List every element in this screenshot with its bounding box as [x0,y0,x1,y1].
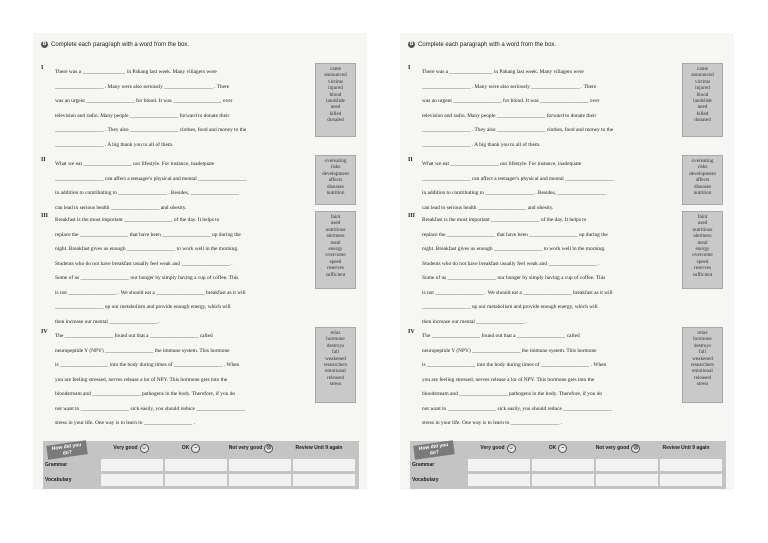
word-box-item: diseases [327,183,344,190]
word-box-item: speed [696,258,709,265]
word-box-item: speed [329,258,342,265]
paragraph-line: bloodstream and __________________ pathogens in the body. Therefore, if you do [55,391,236,397]
exercise-number: I [408,65,411,71]
word-box [682,155,723,205]
word-box-item: destroys [326,342,345,349]
evaluation-row-cells[interactable] [101,459,355,471]
checkbox-cell[interactable] [532,459,594,471]
word-box [315,327,356,403]
word-box-item: announced [691,72,714,79]
paragraph [422,213,655,329]
evaluation-header [410,441,726,455]
paragraph-line: __________________ can affect a teenager's physical and mental __________________ [422,175,614,182]
word-box-item: donated [327,117,344,124]
exercise-letter-badge: B [42,41,47,47]
word-box-item: faint [330,214,341,220]
word-box-item: killed [696,110,709,117]
checkbox-cell[interactable] [101,474,163,486]
sad-face-icon: ☹ [266,444,272,451]
paragraph-line: replace the __________________ that have been __________________ up during the [422,231,608,238]
paragraph-line: was an urgent __________________ for blood. It was __________________ over [55,98,233,104]
paragraph-line: stress in your life. One way is to learn to __________________ . [55,420,195,426]
word-box-item: reserves [327,265,344,272]
word-box-item: alertness [693,233,712,240]
word-box-item: overeating [324,158,347,164]
paragraph-line: is not __________________ . We should eat a __________________ breakfast as it will [422,289,613,296]
checkbox-cell[interactable] [660,474,722,486]
column-header: Very good ☺ [113,444,147,451]
self-evaluation-table [410,441,726,489]
checkbox-cell[interactable] [229,474,291,486]
instruction [408,41,556,48]
paragraph-line: __________________ up our metabolism and provide enough energy, which will [55,304,231,310]
column-header: Very good ☺ [480,444,514,451]
checkbox-cell[interactable] [468,474,530,486]
row-label: Grammar [412,462,435,468]
word-box-item: injured [695,85,710,92]
paragraph-line: Some of us __________________ our hunger by simply having a cup of coffee. This [55,275,239,281]
checkbox-cell[interactable] [293,459,355,471]
word-box-item: energy [328,246,343,253]
exercise-number: I [41,65,44,71]
word-box-item: released [327,374,344,381]
checkbox-cell[interactable] [660,459,722,471]
word-box-item: hormone [326,336,345,343]
word-box-item: affects [695,177,710,184]
paragraph-line: Breakfast is the most important __________________ of the day. It helps to [55,217,220,223]
worksheet-page-left [33,33,367,490]
word-box-item: researchers [690,362,715,369]
paragraph-line: can lead to serious health __________________ and obesity. [422,204,554,211]
word-box-item: used [697,220,708,227]
paragraph-line: not want to __________________ sick easily, you should reduce __________________ [422,405,612,412]
paragraph [422,65,655,152]
checkbox-cell[interactable] [532,474,594,486]
paragraph-line: What we eat __________________ our lifestyle. For instance, inadequate [422,161,582,167]
word-box-item: blood [696,91,709,98]
word-box-item: killed [329,110,342,117]
column-header: Not very good ☹ [228,444,272,451]
word-box-item: weakened [325,355,346,362]
paragraph-line: stress in your life. One way is to learn to __________________ . [422,420,562,426]
paragraph-line: you are feeling stressed, nerves release a lot of NPY. This hormone gets into the [55,376,228,383]
word-box-item: overcome [325,252,346,259]
sad-face-icon: ☹ [633,444,639,451]
word-box-item: nutritious [325,226,346,233]
column-header: Review Unit 9 again [662,445,710,451]
paragraph [55,157,288,215]
word-box-item: destroys [693,342,712,349]
how-did-you-do-badge: How did you do? [413,440,455,459]
word-box-item: donated [694,117,711,124]
word-box-item: came [697,66,708,72]
word-box-item: stress [329,381,342,388]
evaluation-row-cells[interactable] [468,474,722,486]
word-box-item: announced [324,72,347,79]
paragraph-line: neuropeptide Y (NPY) __________________ the immune system. This hormone [55,347,230,354]
word-box-item: overeating [691,158,714,164]
word-box-item: hormone [693,336,712,343]
evaluation-row-cells[interactable] [468,459,722,471]
paragraph-line: __________________ . A big thank you to all of them. [422,141,541,148]
evaluation-header [43,441,359,455]
paragraph [422,329,655,431]
word-box-item: victims [327,78,344,85]
word-box [682,327,723,403]
word-box-item: meal [697,239,708,246]
word-box-item: nutrition [326,190,345,197]
word-box [682,63,723,137]
checkbox-cell[interactable] [596,474,658,486]
exercise-letter-badge: B [409,41,414,47]
instruction-text: Complete each paragraph with a word from the box. [51,41,190,48]
paragraph-line: __________________ . A big thank you to all of them. [55,141,174,148]
word-box-item: victims [694,78,711,85]
checkbox-cell[interactable] [468,459,530,471]
paragraph-line: not want to __________________ sick easily, you should reduce __________________ [55,405,245,412]
word-box-item: development [322,170,349,177]
word-box-item: nutrition [693,190,712,197]
paragraph-line: neuropeptide Y (NPY) __________________ the immune system. This hormone [422,347,597,354]
paragraph-line: Students who do not have breakfast usually feel weak and __________________ . [55,260,233,267]
word-box-item: fall [332,349,339,356]
paragraph-line: The __________________ found out that a __________________ called [422,333,580,339]
column-header: Not very good ☹ [595,444,639,451]
paragraph [55,213,288,329]
word-box-item: diseases [694,183,711,190]
paragraph-line: night. Breakfast gives us enough __________________ to work well in the morning. [422,246,606,252]
word-box [315,211,356,289]
paragraph-line: television and radio. Many people __________________ forward to donate their [422,112,597,119]
paragraph [422,157,655,215]
paragraph-line: in addition to contributing to __________________ . Besides, __________________ [55,190,239,196]
paragraph-line: Some of us __________________ our hunger by simply having a cup of coffee. This [422,275,606,281]
checkbox-cell[interactable] [165,474,227,486]
checkbox-cell[interactable] [165,459,227,471]
paragraph-line: __________________ up our metabolism and provide enough energy, which will [422,304,598,310]
instruction-text: Complete each paragraph with a word from the box. [418,41,557,48]
worksheet-page-right [400,33,734,490]
paragraph [55,329,288,431]
word-box-item: landslide [693,98,712,105]
word-box-item: used [330,220,341,227]
exercise-number: IV [41,329,48,335]
checkbox-cell[interactable] [229,459,291,471]
paragraph-line: replace the __________________ that have been __________________ up during the [55,231,241,238]
paragraph-line: __________________ . They also __________________ clothes, food and money to the [422,127,614,133]
paragraph-line: __________________ can affect a teenager's physical and mental __________________ [55,175,247,182]
neutral-face-icon: – [558,444,567,453]
paragraph-line: you are feeling stressed, nerves release a lot of NPY. This hormone gets into the [422,376,595,383]
row-label: Vocabulary [412,477,439,483]
word-box-item: meal [330,239,341,246]
word-box-item: need [697,104,708,111]
word-box-item: emotional [325,368,346,375]
word-box-item: released [694,374,711,381]
paragraph [55,65,288,152]
paragraph-line: What we eat __________________ our lifestyle. For instance, inadequate [55,161,215,167]
word-box-item: relax [697,330,708,336]
word-box-item: sufficient [692,271,713,278]
word-box-item: development [689,170,716,177]
exercise-number: III [408,213,416,219]
word-box-item: need [330,104,341,111]
paragraph-line: There was a ________________ in Pahang last week. Many villagers were [55,69,217,75]
checkbox-cell[interactable] [596,459,658,471]
paragraph-line: bloodstream and __________________ pathogens in the body. Therefore, if you do [422,391,603,397]
word-box-item: came [330,66,341,72]
paragraph-line: then increase our mental __________________ . [422,318,528,325]
paragraph-line: There was a ________________ in Pahang last week. Many villagers were [422,69,584,75]
word-box-item: reserves [694,265,711,272]
column-header: OK – [528,441,588,455]
self-evaluation-table [43,441,359,489]
column-header: OK – [161,441,221,455]
word-box-item: overcome [692,252,713,259]
word-box-item: risks [330,164,341,171]
word-box-item: affects [328,177,343,184]
word-box-item: risks [697,164,708,171]
word-box-item: weakened [692,355,713,362]
happy-face-icon: ☺ [141,444,147,451]
checkbox-cell[interactable] [293,474,355,486]
word-box-item: landslide [326,98,345,105]
word-box-item: nutritious [692,226,713,233]
checkbox-cell[interactable] [101,459,163,471]
exercise-number: III [41,213,49,219]
paragraph-line: is __________________ into the body during times of __________________ . When [55,362,240,368]
paragraph-line: is __________________ into the body during times of __________________ . When [422,362,607,368]
word-box-item: injured [328,85,343,92]
paragraph-line: is not __________________ . We should eat a __________________ breakfast as it will [55,289,246,296]
paragraph-line: was an urgent __________________ for blood. It was __________________ over [422,98,600,104]
paragraph-line: television and radio. Many people __________________ forward to donate their [55,112,230,119]
paragraph-line: __________________ . Many were also seriously __________________ . There [55,83,230,90]
word-box-item: blood [329,91,342,98]
paragraph-line: in addition to contributing to __________________ . Besides, __________________ [422,190,606,196]
paragraph-line: The __________________ found out that a __________________ called [55,333,213,339]
exercise-number: IV [408,329,415,335]
word-box-item: stress [696,381,709,388]
neutral-face-icon: – [191,444,200,453]
exercise-number: II [408,157,413,163]
row-label: Vocabulary [45,477,72,483]
evaluation-row-cells[interactable] [101,474,355,486]
word-box-item: faint [697,214,708,220]
exercise-number: II [41,157,46,163]
word-box-item: energy [695,246,710,253]
paragraph-line: Breakfast is the most important __________________ of the day. It helps to [422,217,587,223]
column-header: Review Unit 9 again [295,445,343,451]
paragraph-line: Students who do not have breakfast usually feel weak and __________________ . [422,260,600,267]
paragraph-line: __________________ . Many were also seriously __________________ . There [422,83,597,90]
word-box-item: sufficient [325,271,346,278]
happy-face-icon: ☺ [508,444,514,451]
instruction [41,41,189,48]
paragraph-line: can lead to serious health __________________ and obesity. [55,204,187,211]
paragraph-line: night. Breakfast gives us enough __________________ to work well in the morning. [55,246,239,252]
word-box-item: emotional [692,368,713,375]
paragraph-line: __________________ . They also __________________ clothes, food and money to the [55,127,247,133]
how-did-you-do-badge: How did you do? [46,440,88,459]
word-box [315,155,356,205]
row-label: Grammar [45,462,68,468]
word-box [682,211,723,289]
word-box [315,63,356,137]
word-box-item: researchers [323,362,348,369]
word-box-item: fall [699,349,706,356]
word-box-item: alertness [326,233,345,240]
word-box-item: relax [330,330,341,336]
paragraph-line: then increase our mental __________________ . [55,318,161,325]
